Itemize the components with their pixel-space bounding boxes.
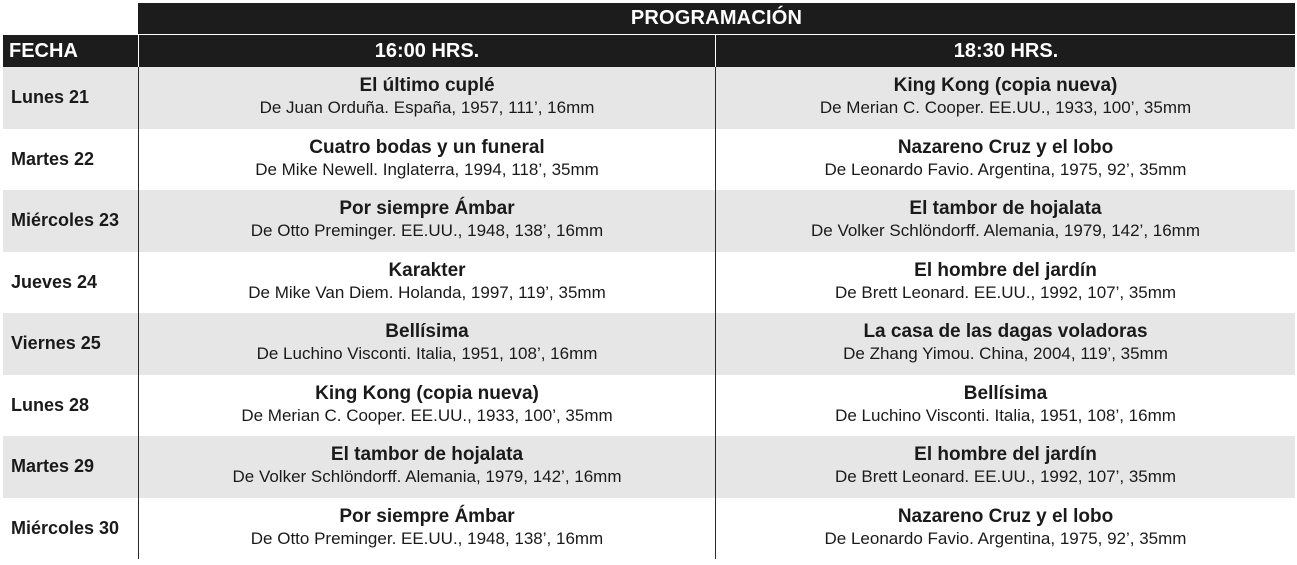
table-row bbox=[3, 252, 1295, 314]
film-info: De Merian C. Cooper. EE.UU., 1933, 100’, 35mm bbox=[819, 98, 1192, 117]
row-date: Lunes 28 bbox=[11, 394, 90, 415]
table-row bbox=[3, 436, 1295, 498]
film-info: De Brett Leonard. EE.UU., 1992, 107’, 35mm bbox=[834, 467, 1177, 486]
slot2-cell bbox=[715, 252, 1295, 314]
table-row bbox=[3, 498, 1295, 560]
film-title: Bellísima bbox=[963, 382, 1048, 404]
film-info: De Mike Newell. Inglaterra, 1994, 118’, 35mm bbox=[255, 159, 599, 179]
table-row bbox=[3, 129, 1295, 191]
table-title: PROGRAMACIÓN bbox=[138, 3, 1295, 34]
table-row bbox=[3, 313, 1295, 375]
slot2-cell bbox=[715, 313, 1295, 375]
film-title: Por siempre Ámbar bbox=[339, 198, 515, 219]
film-info: De Juan Orduña. España, 1957, 111’, 16mm bbox=[259, 98, 595, 117]
slot1-cell bbox=[138, 375, 715, 437]
row-date: Martes 22 bbox=[11, 148, 95, 169]
row-date: Jueves 24 bbox=[11, 271, 98, 292]
film-title: Bellísima bbox=[385, 321, 469, 342]
film-title: El hombre del jardín bbox=[914, 259, 1097, 281]
film-title: Karakter bbox=[388, 259, 466, 281]
film-info: De Zhang Yimou. China, 2004, 119’, 35mm bbox=[843, 344, 1168, 363]
slot1-cell bbox=[138, 129, 715, 191]
table-row bbox=[3, 190, 1295, 252]
film-title: King Kong (copia nueva) bbox=[315, 382, 539, 404]
slot2-cell bbox=[715, 436, 1295, 498]
film-title: Nazareno Cruz y el lobo bbox=[897, 136, 1114, 158]
film-info: De Merian C. Cooper. EE.UU., 1933, 100’, 35mm bbox=[241, 405, 613, 425]
film-title: El último cuplé bbox=[359, 75, 495, 96]
slot2-cell bbox=[715, 67, 1295, 129]
film-info: De Otto Preminger. EE.UU., 1948, 138’, 16mm bbox=[250, 528, 604, 548]
film-info: De Luchino Visconti. Italia, 1951, 108’, 16mm bbox=[256, 344, 598, 363]
film-title: El tambor de hojalata bbox=[909, 198, 1102, 219]
table-body bbox=[3, 67, 1295, 559]
row-date: Miércoles 30 bbox=[11, 517, 120, 538]
slot1-cell bbox=[138, 436, 715, 498]
slot1-cell bbox=[138, 313, 715, 375]
film-title: La casa de las dagas voladoras bbox=[863, 321, 1148, 342]
film-title: Cuatro bodas y un funeral bbox=[309, 136, 545, 158]
row-date: Lunes 21 bbox=[11, 87, 90, 108]
row-date: Martes 29 bbox=[11, 456, 95, 477]
film-title: Nazareno Cruz y el lobo bbox=[897, 505, 1114, 527]
film-info: De Leonardo Favio. Argentina, 1975, 92’, 35mm bbox=[824, 159, 1187, 179]
slot2-cell bbox=[715, 498, 1295, 560]
film-info: De Luchino Visconti. Italia, 1951, 108’, 16mm bbox=[835, 405, 1176, 425]
slot1-cell bbox=[138, 190, 715, 252]
table-row bbox=[3, 375, 1295, 437]
row-date: Miércoles 23 bbox=[11, 210, 120, 231]
film-title: Por siempre Ámbar bbox=[339, 505, 515, 527]
film-title: El hombre del jardín bbox=[914, 444, 1097, 465]
film-info: De Leonardo Favio. Argentina, 1975, 92’, 35mm bbox=[824, 528, 1187, 548]
film-info: De Brett Leonard. EE.UU., 1992, 107’, 35mm bbox=[834, 282, 1177, 302]
row-date: Viernes 25 bbox=[11, 333, 101, 354]
film-info: De Otto Preminger. EE.UU., 1948, 138’, 16mm bbox=[250, 221, 604, 240]
film-title: El tambor de hojalata bbox=[330, 444, 524, 465]
slot1-cell bbox=[138, 67, 715, 129]
film-info: De Volker Schlöndorff. Alemania, 1979, 142’, 16mm bbox=[810, 221, 1201, 240]
film-info: De Volker Schlöndorff. Alemania, 1979, 142’, 16mm bbox=[232, 467, 622, 486]
slot1-cell bbox=[138, 252, 715, 314]
slot2-cell bbox=[715, 129, 1295, 191]
slot2-cell bbox=[715, 190, 1295, 252]
slot2-cell bbox=[715, 375, 1295, 437]
header-slot-1600: 16:00 HRS. bbox=[138, 35, 715, 67]
film-title: King Kong (copia nueva) bbox=[893, 75, 1118, 96]
slot1-cell bbox=[138, 498, 715, 560]
header-row bbox=[3, 34, 1295, 67]
film-info: De Mike Van Diem. Holanda, 1997, 119’, 35mm bbox=[248, 282, 606, 302]
header-fecha: FECHA bbox=[9, 40, 78, 62]
header-slot-1830: 18:30 HRS. bbox=[715, 35, 1296, 67]
table-row bbox=[3, 67, 1295, 129]
